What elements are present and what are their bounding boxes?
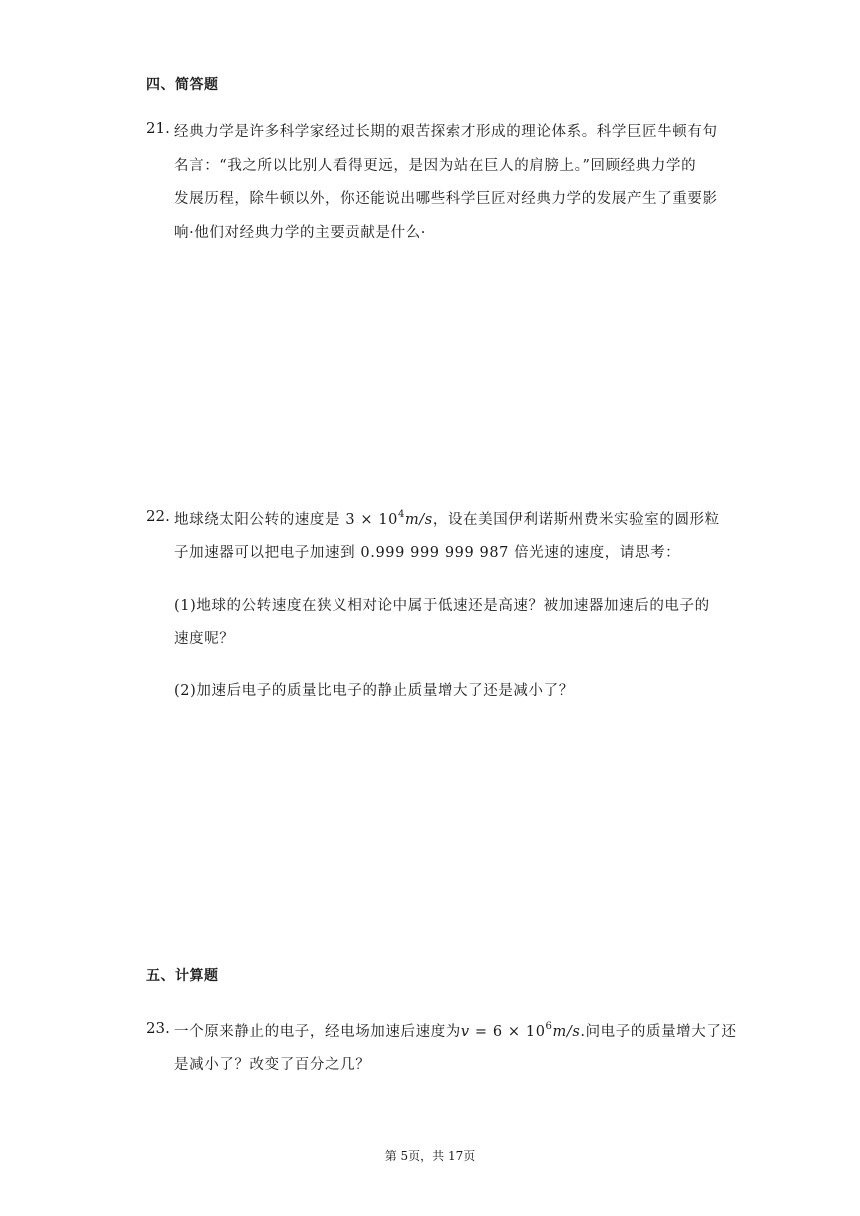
velocity-variable: v — [460, 1024, 470, 1040]
earth-speed-formula — [340, 509, 433, 528]
q23-line-1 — [174, 1020, 737, 1041]
q21-line-2: 名言：“我之所以比别人看得更远，是因为站在巨人的肩膀上。”回顾经典力学的 — [174, 158, 697, 174]
q22-line-1-pre: 地球绕太阳公转的速度是 — [174, 512, 341, 528]
q21-line-4: 响·他们对经典力学的主要贡献是什么· — [174, 225, 427, 241]
q23-line-1-pre: 一个原来静止的电子，经电场加速后速度为 — [174, 1024, 461, 1040]
question-number-23: 23. — [146, 1019, 170, 1037]
question-number-21: 21. — [146, 119, 170, 137]
section-title-calculation: 五、计算题 — [146, 968, 219, 984]
q22-line-1 — [174, 508, 720, 529]
page-footer: 第 5页，共 17页 — [384, 1149, 476, 1163]
section-title-short-answer: 四、简答题 — [146, 77, 219, 93]
q22-line-1-post: ，设在美国伊利诺斯州费米实验室的圆形粒 — [432, 512, 720, 528]
velocity-unit: m/s — [552, 1024, 581, 1040]
velocity-exponent: 6 — [545, 1021, 553, 1032]
question-number-22: 22. — [146, 507, 170, 525]
electron-speed-formula — [460, 1021, 581, 1040]
earth-speed-unit: m/s — [404, 512, 433, 528]
earth-speed-base: 3 × 10 — [345, 512, 398, 528]
q23-line-2: 是减小了？改变了百分之几？ — [174, 1057, 371, 1073]
q23-line-1-post: .问电子的质量增大了还 — [580, 1024, 737, 1040]
q22-sub1-line-1: (1)地球的公转速度在狭义相对论中属于低速还是高速？被加速器加速后的电子的 — [174, 598, 710, 614]
earth-speed-exponent: 4 — [397, 509, 405, 520]
q21-line-3: 发展历程，除牛顿以外，你还能说出哪些科学巨匠对经典力学的发展产生了重要影 — [174, 191, 718, 207]
q22-sub2: (2)加速后电子的质量比电子的静止质量增大了还是减小了？ — [174, 683, 574, 699]
q22-line-2: 子加速器可以把电子加速到 0.999 999 999 987 倍光速的速度，请思考： — [174, 545, 681, 561]
q22-sub1-line-2: 速度呢？ — [174, 631, 235, 647]
q21-line-1: 经典力学是许多科学家经过长期的艰苦探索才形成的理论体系。科学巨匠牛顿有句 — [174, 124, 718, 140]
velocity-base: = 6 × 10 — [469, 1024, 546, 1040]
